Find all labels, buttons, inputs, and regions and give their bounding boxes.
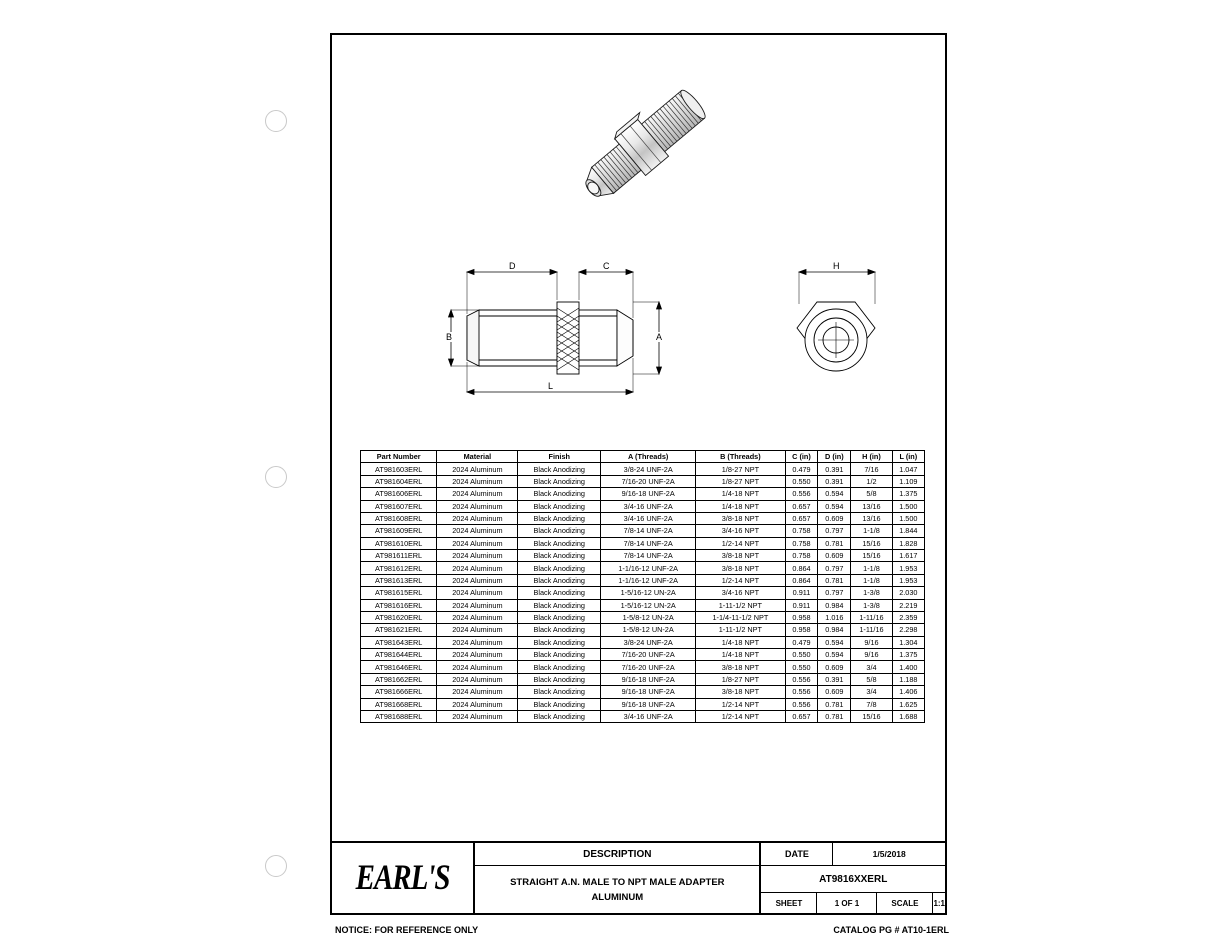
table-cell: 0.479	[785, 636, 818, 648]
table-cell: AT981612ERL	[361, 562, 437, 574]
table-row	[361, 611, 925, 623]
table-cell: 1/2-14 NPT	[696, 574, 785, 586]
table-cell: 3/8-18 NPT	[696, 550, 785, 562]
table-cell: 1.625	[892, 698, 924, 710]
table-cell: AT981616ERL	[361, 599, 437, 611]
table-cell: 0.594	[818, 488, 851, 500]
table-cell: 1.304	[892, 636, 924, 648]
table-cell: AT981610ERL	[361, 537, 437, 549]
title-block	[332, 841, 945, 913]
table-cell: 1.688	[892, 710, 924, 722]
table-cell: 2.219	[892, 599, 924, 611]
table-cell: 3/8-18 NPT	[696, 661, 785, 673]
table-cell: AT981611ERL	[361, 550, 437, 562]
col-b-threads: B (Threads)	[696, 451, 785, 463]
table-cell: 0.781	[818, 710, 851, 722]
table-row	[361, 673, 925, 685]
table-cell: Black Anodizing	[518, 537, 601, 549]
table-cell: 1-11-1/2 NPT	[696, 599, 785, 611]
table-cell: 0.609	[818, 550, 851, 562]
table-cell: 0.550	[785, 475, 818, 487]
table-cell: 15/16	[851, 537, 892, 549]
table-cell: 1-3/8	[851, 599, 892, 611]
table-cell: 1.617	[892, 550, 924, 562]
table-cell: 1-5/8-12 UN-2A	[601, 624, 696, 636]
table-cell: 1-1/8	[851, 574, 892, 586]
table-row	[361, 661, 925, 673]
col-part-number: Part Number	[361, 451, 437, 463]
table-cell: 2024 Aluminum	[437, 661, 518, 673]
table-cell: 2024 Aluminum	[437, 488, 518, 500]
table-cell: 0.758	[785, 550, 818, 562]
table-row	[361, 599, 925, 611]
dim-label-H: H	[833, 261, 840, 271]
table-cell: 9/16-18 UNF-2A	[601, 686, 696, 698]
description-line-2: ALUMINUM	[591, 891, 644, 903]
table-cell: AT981688ERL	[361, 710, 437, 722]
table-cell: 1-5/16-12 UN-2A	[601, 599, 696, 611]
table-cell: Black Anodizing	[518, 636, 601, 648]
dim-label-C: C	[603, 261, 610, 271]
table-row	[361, 550, 925, 562]
sheet-label: SHEET	[761, 893, 817, 913]
table-cell: 2024 Aluminum	[437, 710, 518, 722]
table-cell: AT981621ERL	[361, 624, 437, 636]
table-cell: 1.828	[892, 537, 924, 549]
table-cell: 0.550	[785, 649, 818, 661]
table-cell: Black Anodizing	[518, 673, 601, 685]
table-cell: 2.298	[892, 624, 924, 636]
table-row	[361, 475, 925, 487]
table-cell: 2024 Aluminum	[437, 636, 518, 648]
table-cell: 1-1/8	[851, 525, 892, 537]
sheet-value: 1 OF 1	[817, 893, 877, 913]
table-cell: 0.657	[785, 500, 818, 512]
table-cell: 2024 Aluminum	[437, 475, 518, 487]
description-header: DESCRIPTION	[475, 843, 759, 866]
table-cell: Black Anodizing	[518, 698, 601, 710]
col-l-in: L (in)	[892, 451, 924, 463]
table-cell: Black Anodizing	[518, 587, 601, 599]
table-cell: Black Anodizing	[518, 611, 601, 623]
table-cell: 2024 Aluminum	[437, 649, 518, 661]
description-line-1: STRAIGHT A.N. MALE TO NPT MALE ADAPTER	[510, 876, 725, 888]
table-cell: 1-11/16	[851, 611, 892, 623]
table-cell: 2024 Aluminum	[437, 698, 518, 710]
table-cell: 13/16	[851, 500, 892, 512]
table-cell: 1/4-18 NPT	[696, 500, 785, 512]
table-cell: 0.781	[818, 537, 851, 549]
table-cell: 1.400	[892, 661, 924, 673]
table-header-row	[361, 451, 925, 463]
table-cell: 0.781	[818, 574, 851, 586]
table-cell: 1/8-27 NPT	[696, 463, 785, 475]
table-cell: Black Anodizing	[518, 661, 601, 673]
table-cell: 0.797	[818, 587, 851, 599]
table-cell: 1.188	[892, 673, 924, 685]
table-cell: 9/16-18 UNF-2A	[601, 673, 696, 685]
table-row	[361, 698, 925, 710]
table-cell: Black Anodizing	[518, 463, 601, 475]
table-cell: 1.500	[892, 500, 924, 512]
table-cell: 9/16-18 UNF-2A	[601, 698, 696, 710]
dim-label-D: D	[509, 261, 516, 271]
table-cell: 2024 Aluminum	[437, 673, 518, 685]
table-cell: 3/8-24 UNF-2A	[601, 636, 696, 648]
table-cell: 3/4-16 UNF-2A	[601, 710, 696, 722]
table-cell: 1.953	[892, 574, 924, 586]
table-row	[361, 710, 925, 722]
table-cell: AT981606ERL	[361, 488, 437, 500]
table-cell: 0.594	[818, 636, 851, 648]
table-cell: 2024 Aluminum	[437, 562, 518, 574]
table-row	[361, 587, 925, 599]
table-cell: Black Anodizing	[518, 562, 601, 574]
description-body	[475, 866, 759, 913]
side-view-with-dimensions	[407, 230, 747, 410]
table-cell: 1.844	[892, 525, 924, 537]
end-view-with-dimensions	[747, 230, 937, 410]
part-number-value: AT9816XXERL	[761, 866, 945, 893]
sheet-scale-row	[761, 893, 945, 913]
table-cell: 0.781	[818, 698, 851, 710]
table-cell: 0.594	[818, 500, 851, 512]
table-cell: 2024 Aluminum	[437, 611, 518, 623]
punch-hole-middle	[265, 466, 287, 488]
table-cell: 2.359	[892, 611, 924, 623]
brand-logo	[332, 843, 475, 913]
table-cell: AT981666ERL	[361, 686, 437, 698]
table-cell: AT981604ERL	[361, 475, 437, 487]
table-cell: 7/8-14 UNF-2A	[601, 537, 696, 549]
table-cell: 3/8-24 UNF-2A	[601, 463, 696, 475]
table-cell: AT981643ERL	[361, 636, 437, 648]
table-row	[361, 512, 925, 524]
table-cell: 0.391	[818, 463, 851, 475]
table-cell: 7/8-14 UNF-2A	[601, 525, 696, 537]
table-row	[361, 463, 925, 475]
table-cell: 3/4-16 NPT	[696, 525, 785, 537]
table-cell: 1/8-27 NPT	[696, 673, 785, 685]
table-row	[361, 636, 925, 648]
table-cell: Black Anodizing	[518, 710, 601, 722]
table-cell: 0.797	[818, 562, 851, 574]
table-cell: 0.391	[818, 475, 851, 487]
punch-hole-bottom	[265, 855, 287, 877]
table-cell: 3/8-18 NPT	[696, 562, 785, 574]
table-cell: AT981668ERL	[361, 698, 437, 710]
table-cell: AT981644ERL	[361, 649, 437, 661]
col-a-threads: A (Threads)	[601, 451, 696, 463]
table-row	[361, 500, 925, 512]
table-cell: 7/8	[851, 698, 892, 710]
table-cell: AT981613ERL	[361, 574, 437, 586]
table-cell: 2024 Aluminum	[437, 525, 518, 537]
table-cell: 1-5/8-12 UN-2A	[601, 611, 696, 623]
table-cell: 0.758	[785, 525, 818, 537]
table-row	[361, 488, 925, 500]
table-cell: 3/4-16 NPT	[696, 587, 785, 599]
table-cell: 7/8-14 UNF-2A	[601, 550, 696, 562]
table-cell: 1/4-18 NPT	[696, 636, 785, 648]
table-cell: Black Anodizing	[518, 488, 601, 500]
table-cell: 0.391	[818, 673, 851, 685]
side-view-drawing	[407, 230, 747, 410]
scale-value: 1:1	[933, 898, 945, 908]
table-cell: 3/8-18 NPT	[696, 512, 785, 524]
table-cell: 0.864	[785, 562, 818, 574]
table-cell: 1/8-27 NPT	[696, 475, 785, 487]
table-cell: 0.609	[818, 686, 851, 698]
footer-catalog-page: CATALOG PG # AT10-1ERL	[833, 925, 949, 935]
table-cell: 0.556	[785, 673, 818, 685]
table-cell: AT981646ERL	[361, 661, 437, 673]
table-cell: 2024 Aluminum	[437, 463, 518, 475]
dim-label-B: B	[446, 332, 453, 342]
scale-label: SCALE	[877, 893, 933, 913]
table-cell: Black Anodizing	[518, 500, 601, 512]
table-cell: 1-1/16-12 UNF-2A	[601, 574, 696, 586]
table-cell: 1-11/16	[851, 624, 892, 636]
table-cell: 5/8	[851, 488, 892, 500]
table-cell: 1-1/16-12 UNF-2A	[601, 562, 696, 574]
table-cell: 1-1/8	[851, 562, 892, 574]
table-cell: AT981607ERL	[361, 500, 437, 512]
table-cell: AT981615ERL	[361, 587, 437, 599]
table-cell: Black Anodizing	[518, 475, 601, 487]
table-cell: 15/16	[851, 550, 892, 562]
table-cell: Black Anodizing	[518, 550, 601, 562]
table-row	[361, 525, 925, 537]
table-cell: 0.758	[785, 537, 818, 549]
dim-label-A: A	[656, 332, 663, 342]
table-cell: 9/16	[851, 636, 892, 648]
table-cell: 2024 Aluminum	[437, 512, 518, 524]
table-cell: 1-5/16-12 UN-2A	[601, 587, 696, 599]
table-cell: 0.479	[785, 463, 818, 475]
table-cell: 3/4	[851, 661, 892, 673]
table-cell: 0.594	[818, 649, 851, 661]
table-cell: AT981603ERL	[361, 463, 437, 475]
table-row	[361, 574, 925, 586]
table-cell: 7/16-20 UNF-2A	[601, 661, 696, 673]
table-cell: AT981609ERL	[361, 525, 437, 537]
drawing-sheet	[330, 33, 947, 915]
specification-table	[360, 450, 925, 723]
table-row	[361, 537, 925, 549]
table-cell: 1/2-14 NPT	[696, 698, 785, 710]
table-cell: 0.556	[785, 488, 818, 500]
table-cell: 3/4-16 UNF-2A	[601, 500, 696, 512]
table-cell: 2024 Aluminum	[437, 624, 518, 636]
date-label: DATE	[761, 843, 833, 865]
table-cell: 0.556	[785, 698, 818, 710]
table-cell: 2024 Aluminum	[437, 686, 518, 698]
table-cell: 0.984	[818, 624, 851, 636]
table-cell: Black Anodizing	[518, 599, 601, 611]
table-cell: 2024 Aluminum	[437, 574, 518, 586]
table-cell: Black Anodizing	[518, 624, 601, 636]
footer-notice: NOTICE: FOR REFERENCE ONLY	[335, 925, 479, 935]
table-cell: Black Anodizing	[518, 649, 601, 661]
table-row	[361, 624, 925, 636]
description-cell	[475, 843, 761, 913]
table-cell: 3/8-18 NPT	[696, 686, 785, 698]
table-cell: Black Anodizing	[518, 525, 601, 537]
table-cell: 2.030	[892, 587, 924, 599]
punch-hole-top	[265, 110, 287, 132]
table-cell: 2024 Aluminum	[437, 500, 518, 512]
isometric-adapter-drawing	[537, 43, 757, 243]
table-cell: 0.556	[785, 686, 818, 698]
table-cell: 0.609	[818, 661, 851, 673]
table-row	[361, 562, 925, 574]
col-finish: Finish	[518, 451, 601, 463]
dim-label-L: L	[548, 381, 554, 391]
table-cell: 2024 Aluminum	[437, 587, 518, 599]
table-cell: 1-3/8	[851, 587, 892, 599]
end-view-drawing	[747, 230, 937, 410]
table-cell: 1.375	[892, 488, 924, 500]
table-cell: 1.016	[818, 611, 851, 623]
table-cell: Black Anodizing	[518, 512, 601, 524]
table-cell: 0.797	[818, 525, 851, 537]
table-cell: 9/16-18 UNF-2A	[601, 488, 696, 500]
isometric-view	[537, 43, 757, 243]
table-cell: 0.911	[785, 587, 818, 599]
table-cell: 1/2-14 NPT	[696, 537, 785, 549]
date-value: 1/5/2018	[872, 849, 906, 859]
table-cell: 5/8	[851, 673, 892, 685]
table-cell: 1/2-14 NPT	[696, 710, 785, 722]
table-cell: 7/16	[851, 463, 892, 475]
table-cell: 3/4-16 UNF-2A	[601, 512, 696, 524]
table-cell: AT981620ERL	[361, 611, 437, 623]
table-cell: 1-11-1/2 NPT	[696, 624, 785, 636]
table-cell: 2024 Aluminum	[437, 599, 518, 611]
table-cell: 0.984	[818, 599, 851, 611]
table-cell: 0.958	[785, 611, 818, 623]
table-row	[361, 686, 925, 698]
date-row	[761, 843, 945, 866]
table-cell: 13/16	[851, 512, 892, 524]
table-cell: 1.406	[892, 686, 924, 698]
table-cell: 1/2	[851, 475, 892, 487]
table-cell: 1.047	[892, 463, 924, 475]
table-cell: 0.864	[785, 574, 818, 586]
col-d-in: D (in)	[818, 451, 851, 463]
table-cell: 1.375	[892, 649, 924, 661]
table-cell: 1/4-18 NPT	[696, 649, 785, 661]
table-row	[361, 649, 925, 661]
table-cell: 15/16	[851, 710, 892, 722]
col-material: Material	[437, 451, 518, 463]
table-cell: 0.911	[785, 599, 818, 611]
table-cell: 0.550	[785, 661, 818, 673]
col-c-in: C (in)	[785, 451, 818, 463]
table-cell: 0.657	[785, 710, 818, 722]
table-cell: 0.958	[785, 624, 818, 636]
table-cell: 1/4-18 NPT	[696, 488, 785, 500]
table-cell: 0.609	[818, 512, 851, 524]
table-cell: 1-1/4-11-1/2 NPT	[696, 611, 785, 623]
table-cell: 2024 Aluminum	[437, 537, 518, 549]
table-cell: Black Anodizing	[518, 686, 601, 698]
table-cell: 9/16	[851, 649, 892, 661]
table-cell: 0.657	[785, 512, 818, 524]
table-cell: 1.500	[892, 512, 924, 524]
title-block-right	[761, 843, 945, 913]
table-cell: 7/16-20 UNF-2A	[601, 475, 696, 487]
brand-logo-text: EARL'S	[355, 857, 450, 898]
table-cell: AT981608ERL	[361, 512, 437, 524]
table-cell: 1.953	[892, 562, 924, 574]
col-h-in: H (in)	[851, 451, 892, 463]
table-cell: 1.109	[892, 475, 924, 487]
table-cell: 3/4	[851, 686, 892, 698]
table-cell: Black Anodizing	[518, 574, 601, 586]
table-cell: 7/16-20 UNF-2A	[601, 649, 696, 661]
table-cell: AT981662ERL	[361, 673, 437, 685]
table-cell: 2024 Aluminum	[437, 550, 518, 562]
